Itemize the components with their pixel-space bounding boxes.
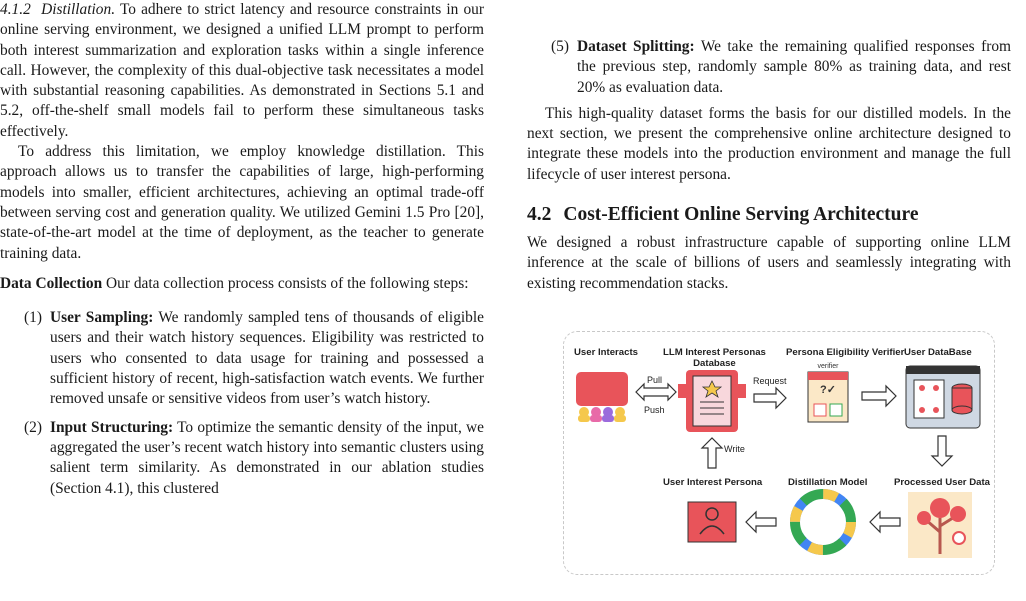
list-item (527, 37, 1011, 98)
subsection-number: 4.1.2 (0, 1, 31, 18)
right-column (527, 37, 1011, 294)
data-collection-text: Our data collection process consists of the following steps: (106, 274, 469, 292)
list-number: (1) (24, 309, 42, 327)
section-number: 4.2 (527, 204, 552, 226)
dataset-paragraph: This high-quality dataset forms the basis for our distilled models. In the next section, we present the comprehensive online architecture designed to integrate these models into the production environment and manage the full lifecycle of user interest persona. (527, 104, 1011, 183)
label-request: Request (753, 376, 787, 386)
left-column (0, 0, 484, 499)
label-llm-database-line2: Database (693, 358, 736, 369)
list-item-title: User Sampling: (50, 309, 154, 327)
list-item (0, 308, 484, 409)
list-item-text: To optimize the semantic density of the input, we aggregated the user’s recent watch history into semantic clusters using salient term similarity. As demonstrated in our ablation studies (Section 4.1), this clustered (50, 418, 484, 497)
list-item-text: We randomly sampled tens of thousands of eligible users and their watch history sequences. Eligibility was restricted to users who consented to data usage for training and possessed a sufficient history of recent, high-satisfaction watch events. We further removed unsafe or sensitive videos from user’s watch history. (50, 309, 484, 408)
distillation-cycle-icon (795, 494, 851, 550)
label-distillation-model: Distillation Model (788, 477, 868, 488)
label-push: Push (644, 405, 665, 415)
svg-text:?✓: ?✓ (820, 384, 836, 396)
label-user-interacts: User Interacts (574, 347, 638, 358)
pull-push-arrow (636, 384, 676, 400)
distillation-text: To adhere to strict latency and resource constraints in our online serving environment, we designed a unified LLM prompt to perform both interest summarization and exploration tasks within a single inference call. However, the complexity of this dual-objective task necessitates a model with substantial reasoning capabilities. As demonstrated in Sections 5.1 and 5.2, off-the-shelf small models fail to perform these simultaneous tasks effectively. (0, 1, 484, 140)
request-arrow (754, 388, 786, 408)
list-number: (5) (551, 38, 569, 55)
user-interacts-icon (576, 372, 628, 422)
list-item-title: Dataset Splitting: (577, 38, 695, 55)
dataset-steps (527, 37, 1011, 98)
subsection-title: Distillation. (41, 1, 116, 18)
left-arrow-data (870, 512, 900, 532)
section-title: Cost-Efficient Online Serving Architecture (563, 204, 919, 226)
label-llm-database-line1: LLM Interest Personas (663, 347, 766, 358)
list-item (0, 418, 484, 499)
to-database-arrow (862, 386, 896, 406)
architecture-figure (563, 331, 995, 575)
section-paragraph: We designed a robust infrastructure capable of supporting online LLM inference at the scale of billions of users and seamlessly integrating with existing recommendation stacks. (527, 234, 1011, 292)
label-processed-user-data: Processed User Data (894, 477, 990, 488)
data-collection-steps (0, 308, 484, 499)
llm-database-icon (678, 370, 746, 432)
user-database-icon (906, 366, 980, 428)
list-item-title: Input Structuring: (50, 418, 174, 436)
verifier-icon (808, 372, 848, 422)
verifier-tag: verifier (817, 363, 839, 370)
label-write: Write (724, 444, 745, 454)
distillation-paragraph (0, 0, 484, 142)
write-arrow (702, 438, 722, 468)
label-verifier: Persona Eligibility Verifier (786, 347, 905, 358)
down-arrow (932, 436, 952, 466)
label-pull: Pull (647, 375, 663, 385)
processed-data-icon (908, 492, 972, 558)
user-persona-icon (688, 502, 736, 542)
label-user-interest-persona: User Interest Persona (663, 477, 763, 488)
section-heading (527, 203, 1011, 227)
left-arrow-persona (746, 512, 776, 532)
list-number: (2) (24, 418, 42, 436)
knowledge-distillation-paragraph: To address this limitation, we employ knowledge distillation. This approach allows us to transfer the capabilities of large, high-performing models into smaller, efficient architectures, achieving an optimal trade-off between serving cost and generation quality. We utilized Gemini 1.5 Pro [20], state-of-the-art model at the time of deployment, as the teacher to generate training data. (0, 143, 484, 262)
label-user-database: User DataBase (904, 347, 972, 358)
data-collection-title: Data Collection (0, 274, 103, 292)
data-collection-paragraph (0, 274, 484, 294)
list-item-text: We take the remaining qualified responses from the previous step, randomly sample 80% as training data, and rest 20% as evaluation data. (577, 38, 1011, 96)
architecture-diagram (564, 332, 994, 574)
